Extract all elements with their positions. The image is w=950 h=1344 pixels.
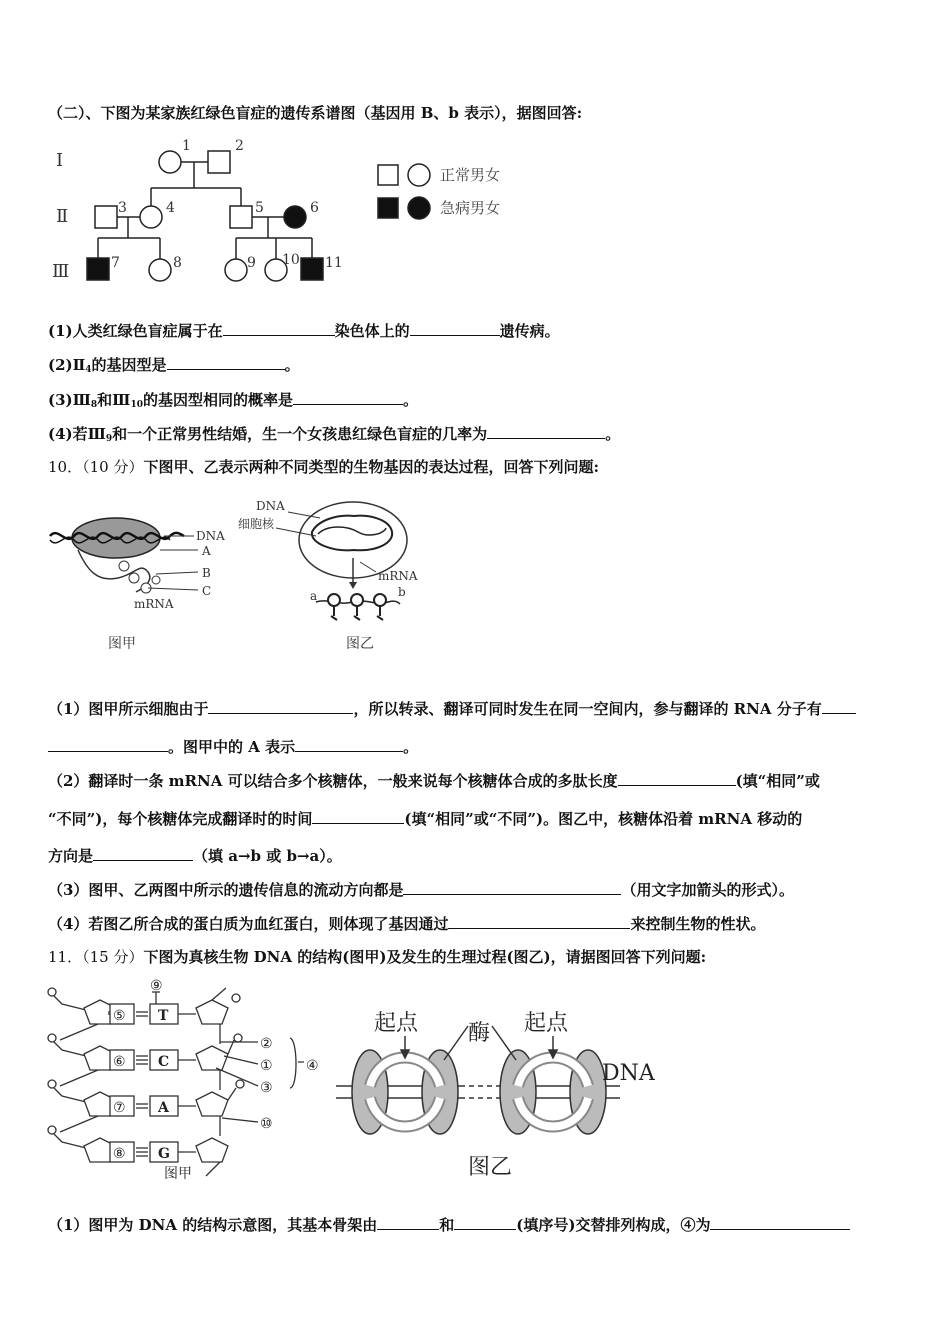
yi-label-nucleus: 细胞核: [238, 517, 275, 531]
q10-part-2-line-1: （2）翻译时一条 mRNA 可以结合多个核糖体，一般来说每个核糖体合成的多肽长度 (填“相同”或: [48, 772, 820, 790]
id-3: 3: [118, 200, 127, 216]
id-9: 9: [247, 255, 256, 271]
answer-blank[interactable]: [223, 320, 335, 336]
yi-label-a: a: [310, 589, 318, 603]
answer-blank[interactable]: [295, 736, 403, 752]
fig-yi-translation: [238, 499, 418, 652]
q11-header: 11．（15 分）下图为真核生物 DNA 的结构(图甲)及发生的生理过程(图乙)，请据图回答下列问题:: [48, 948, 707, 966]
answer-blank[interactable]: [454, 1214, 516, 1230]
legend-normal-female: [408, 164, 430, 186]
id-10: 10: [282, 252, 300, 268]
jia-label-mrna: mRNA: [134, 597, 174, 611]
legend-affected-label: 急病男女: [440, 199, 501, 217]
legend-affected-male: [378, 198, 398, 218]
legend-normal-male: [378, 165, 398, 185]
jia-caption: 图甲: [108, 636, 136, 652]
person-7: [87, 258, 109, 280]
jia-base-c: C: [158, 1054, 170, 1070]
s2-question-4: (4)若$Ⅲ_9$和一个正常男性结婚，生一个女孩患红绿色盲症的几率为 。: [48, 425, 621, 444]
q10-part-1-line-2: 。图甲中的 A 表示 。: [48, 736, 418, 757]
q10-header: 10．（10 分）下图甲、乙表示两种不同类型的生物基因的表达过程，回答下列问题:: [48, 458, 599, 476]
answer-blank[interactable]: [377, 1214, 439, 1230]
id-2: 2: [235, 138, 244, 154]
answer-blank[interactable]: [312, 808, 404, 824]
yi-dna: DNA: [602, 1061, 655, 1086]
jia-label-a: A: [202, 544, 211, 558]
jia-base-g: G: [158, 1146, 170, 1162]
s2-question-2: $(2)Ⅱ_4$的基因型是 。: [48, 356, 300, 375]
jia-base-a: A: [158, 1100, 169, 1116]
person-8: [149, 259, 171, 281]
answer-blank[interactable]: [93, 845, 193, 861]
answer-blank[interactable]: [293, 389, 403, 405]
legend-normal-label: 正常男女: [440, 166, 501, 184]
jia-base-t: T: [158, 1008, 169, 1024]
yi-label-b: b: [398, 585, 406, 599]
jia-caption-11: 图甲: [164, 1166, 192, 1182]
legend-affected-female: [408, 197, 430, 219]
id-1: 1: [182, 138, 191, 154]
id-11: 11: [325, 255, 343, 271]
yi-origin-left: 起点: [374, 1011, 419, 1036]
gen-label-1: Ⅰ: [56, 150, 64, 171]
jia-num-7: ⑦: [113, 1100, 126, 1116]
jia-num-10: ⑩: [260, 1116, 273, 1132]
jia-num-6: ⑥: [113, 1054, 126, 1070]
jia-num-3: ③: [260, 1080, 273, 1096]
fig-jia-transcription: [50, 518, 225, 652]
section2-intro: （二）、下图为某家族红绿色盲症的遗传系谱图（基因用 B、b 表示），据图回答:: [48, 104, 583, 122]
jia-num-4: ④: [306, 1058, 319, 1074]
yi-label-dna: DNA: [256, 499, 285, 513]
person-3: [95, 206, 117, 228]
answer-blank[interactable]: [448, 913, 630, 929]
person-4: [140, 206, 162, 228]
answer-blank[interactable]: [487, 423, 605, 439]
id-7: 7: [111, 255, 120, 271]
answer-blank[interactable]: [822, 698, 856, 714]
pedigree-chart: [48, 132, 588, 292]
jia-num-8: ⑧: [113, 1146, 126, 1162]
q11-figure: [40, 978, 680, 1188]
answer-blank[interactable]: [48, 736, 168, 752]
q10-part-4: （4）若图乙所合成的蛋白质为血红蛋白，则体现了基因通过 来控制生物的性状。: [48, 915, 766, 933]
jia-label-c: C: [202, 584, 212, 598]
s2-question-1: (1)人类红绿色盲症属于在 染色体上的 遗传病。: [48, 322, 560, 340]
person-9: [225, 259, 247, 281]
s2-question-3: $(3)Ⅲ_8$和$Ⅲ_{10}$的基因型相同的概率是 。: [48, 391, 419, 410]
jia-num-1: ①: [260, 1058, 273, 1074]
gen-label-2: Ⅱ: [56, 206, 69, 227]
jia-num-9: ⑨: [150, 978, 163, 994]
q10-part-2-line-3: 方向是 （填 a→b 或 b→a）。: [48, 847, 342, 865]
answer-blank[interactable]: [403, 879, 621, 895]
gen-label-3: Ⅲ: [52, 261, 70, 282]
answer-blank[interactable]: [208, 698, 353, 714]
jia-label-dna: DNA: [196, 529, 225, 543]
id-8: 8: [173, 255, 182, 271]
jia-num-5: ⑤: [113, 1008, 126, 1024]
person-11: [301, 258, 323, 280]
jia-num-2: ②: [260, 1036, 273, 1052]
yi-origin-right: 起点: [524, 1011, 569, 1036]
answer-blank[interactable]: [167, 354, 285, 370]
jia-label-b: B: [202, 566, 211, 580]
person-1: [159, 151, 181, 173]
q10-figure: [48, 492, 448, 662]
answer-blank[interactable]: [710, 1214, 850, 1230]
q11-part-1: （1）图甲为 DNA 的结构示意图，其基本骨架由 和 (填序号)交替排列构成，④为: [48, 1214, 850, 1235]
yi-caption-11: 图乙: [468, 1155, 513, 1180]
q10-part-3: （3）图甲、乙两图中所示的遗传信息的流动方向都是 （用文字加箭头的形式）。: [48, 881, 794, 899]
answer-blank[interactable]: [618, 770, 736, 786]
id-6: 6: [310, 200, 319, 216]
person-6: [284, 206, 306, 228]
yi-enzyme: 酶: [468, 1021, 491, 1046]
person-5: [230, 206, 252, 228]
q10-part-2-line-2: “不同”)，每个核糖体完成翻译时的时间 (填“相同”或“不同”)。图乙中，核糖体沿着 mRNA 移动的: [48, 810, 803, 828]
id-4: 4: [166, 200, 175, 216]
q10-part-1-line-1: （1）图甲所示细胞由于 ，所以转录、翻译可同时发生在同一空间内，参与翻译的 RNA 分子有: [48, 698, 856, 719]
id-5: 5: [255, 200, 264, 216]
person-2: [208, 151, 230, 173]
answer-blank[interactable]: [410, 320, 500, 336]
yi-caption: 图乙: [346, 636, 374, 652]
yi-label-mrna: mRNA: [378, 569, 418, 583]
